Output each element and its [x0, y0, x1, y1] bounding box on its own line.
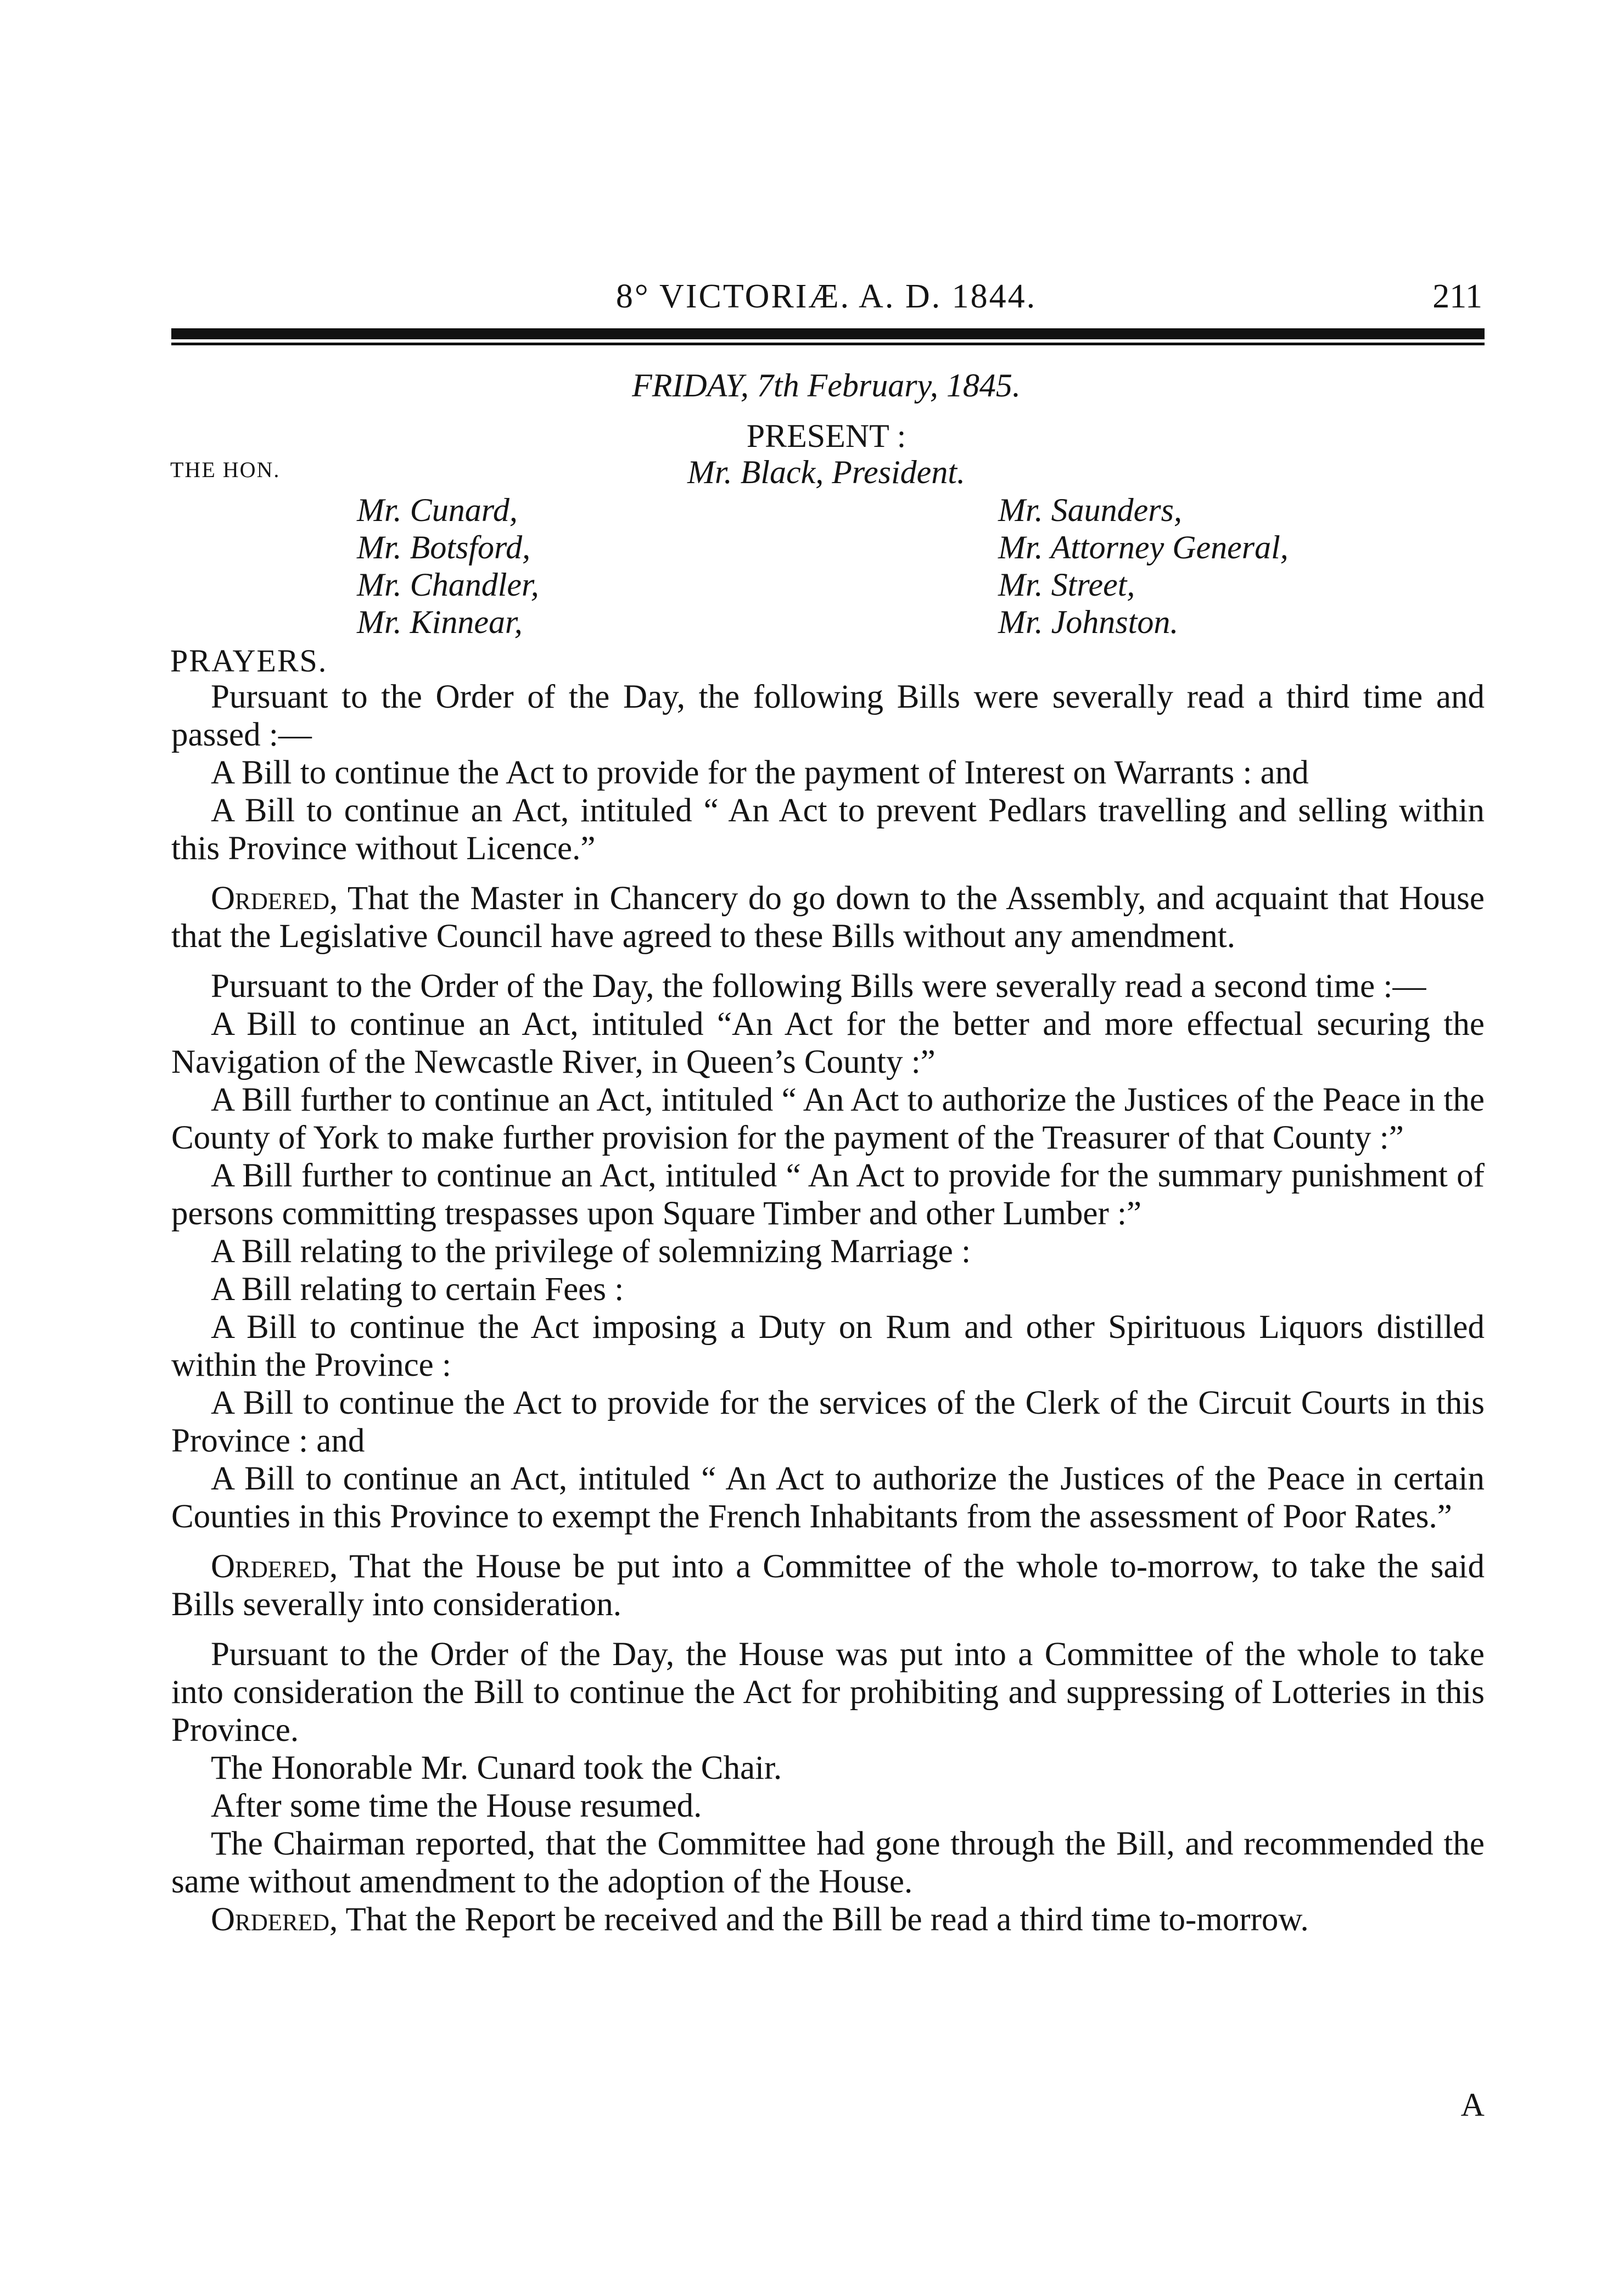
ordered-word: Ordered, [211, 1901, 338, 1938]
member-name: Mr. Botsford, [357, 529, 531, 565]
member-name: Mr. Kinnear, [357, 604, 523, 640]
paragraph: A Bill further to continue an Act, intituled “ An Act to authorize the Justices of the Peace in the County of York to make further provision for the payment of the Treasurer of that County :” [171, 1082, 1485, 1156]
order-paragraph [171, 1901, 1485, 1939]
member-name: Mr. Cunard, [357, 492, 518, 528]
paragraph: A Bill to continue the Act to provide for the services of the Clerk of the Circuit Courts in this Province : and [171, 1385, 1485, 1459]
paragraph: After some time the House resumed. [211, 1788, 702, 1824]
member-name: Mr. Chandler, [357, 567, 539, 603]
body-text [171, 678, 1485, 1939]
present-label: PRESENT : [746, 418, 906, 454]
page-number: 211 [1432, 278, 1482, 315]
paragraph: Pursuant to the Order of the Day, the House was put into a Committee of the whole to take into consideration the Bill to continue the Act for prohibiting and suppressing of Lotteries in this Province. [171, 1636, 1485, 1749]
ordered-word: Ordered, [211, 880, 338, 917]
order-text: That the House be put into a Committee of the whole to-morrow, to take the said Bills severally into consideration. [171, 1548, 1485, 1623]
order-text: That the Master in Chancery do go down to the Assembly, and acquaint that House that the Legislative Council have agreed to these Bills without any amendment. [171, 880, 1485, 955]
paragraph: A Bill relating to the privilege of solemnizing Marriage : [211, 1233, 971, 1270]
president-line: Mr. Black, President. [687, 454, 965, 490]
running-head [170, 277, 1482, 316]
prayers-heading: PRAYERS. [170, 643, 328, 679]
catchword: A [1460, 2087, 1485, 2123]
paragraph: A Bill to continue the Act imposing a Duty on Rum and other Spirituous Liquors distilled within the Province : [171, 1309, 1485, 1383]
paragraph: A Bill to continue an Act, intituled “An Act for the better and more effectual securing the Navigation of the Newcastle River, in Queen’s County :” [171, 1006, 1485, 1080]
paragraph: A Bill to continue an Act, intituled “ An Act to prevent Pedlars travelling and selling within this Province without Licence.” [171, 792, 1485, 867]
order-text: That the Report be received and the Bill be read a third time to-morrow. [345, 1901, 1309, 1938]
running-title: 8° VICTORIÆ. A. D. 1844. [615, 278, 1037, 315]
ordered-word: Ordered, [211, 1548, 338, 1585]
member-name: Mr. Attorney General, [998, 529, 1289, 565]
paragraph: The Honorable Mr. Cunard took the Chair. [211, 1750, 782, 1786]
paragraph: A Bill to continue the Act to provide for the payment of Interest on Warrants : and [211, 754, 1309, 791]
member-name: Mr. Johnston. [998, 604, 1179, 640]
members-left-column [357, 491, 539, 641]
paragraph: The Chairman reported, that the Committee had gone through the Bill, and recommended the same without amendment to the adoption of the House. [171, 1825, 1485, 1900]
order-paragraph [171, 880, 1485, 955]
date-line: FRIDAY, 7th February, 1845. [632, 367, 1021, 404]
order-paragraph [171, 1548, 1485, 1623]
member-name: Mr. Saunders, [998, 492, 1183, 528]
paragraph: A Bill further to continue an Act, intituled “ An Act to provide for the summary punishment of persons committing trespasses upon Square Timber and other Lumber :” [171, 1157, 1485, 1232]
members-right-column [998, 491, 1289, 641]
member-name: Mr. Street, [998, 567, 1135, 603]
header-rule-thin [171, 343, 1485, 345]
paragraph: A Bill relating to certain Fees : [211, 1271, 624, 1308]
header-rule-thick [171, 328, 1485, 339]
paragraph: Pursuant to the Order of the Day, the following Bills were severally read a third time and passed :— [171, 679, 1485, 753]
paragraph: A Bill to continue an Act, intituled “ An Act to authorize the Justices of the Peace in certain Counties in this Province to exempt the French Inhabitants from the assessment of Poor Rates.” [171, 1460, 1485, 1535]
paragraph: Pursuant to the Order of the Day, the following Bills were severally read a second time :— [211, 968, 1426, 1005]
hon-label: THE HON. [170, 457, 281, 482]
